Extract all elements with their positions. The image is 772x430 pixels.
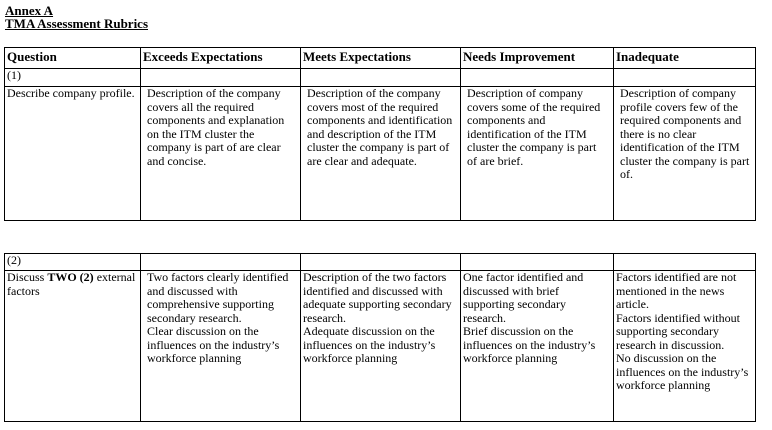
question-text-prefix: Discuss — [7, 270, 48, 284]
rubric-table-2 — [4, 253, 756, 422]
question-text-emphasis: TWO (2) — [47, 270, 94, 284]
inadequate-description: Description of company profile covers few of the required components and there is no clear identification of the ITM cluster the company is part of. — [614, 87, 756, 221]
page-title: TMA Assessment Rubrics — [5, 16, 149, 31]
exceeds-description: Description of the company covers all the required components and explanation on the ITM cluster the company is part of are clear and concise. — [141, 87, 301, 221]
meets-discussion-text: Adequate discussion on the influences on the industry’s workforce planning — [303, 324, 436, 365]
criterion-question — [5, 271, 141, 422]
header-row — [5, 48, 756, 69]
empty-cell — [614, 69, 756, 87]
empty-cell — [461, 254, 614, 271]
empty-cell — [301, 69, 461, 87]
meets-description: Description of the company covers most of the required components and identification and description of the ITM cluster the company is part of are clear and adequate. — [301, 87, 461, 221]
column-header-question: Question — [5, 48, 141, 69]
criterion-number: (2) — [5, 254, 141, 271]
meets-research-text: Description of the two factors identified and discussed with adequate supporting secondary research. — [303, 270, 452, 325]
exceeds-discussion-text: Clear discussion on the influences on the industry’s workforce planning — [147, 324, 280, 365]
criterion-number-row — [5, 69, 756, 87]
rubric-table-1 — [4, 47, 756, 221]
exceeds-description — [141, 271, 301, 422]
inadequate-research-text: Factors identified without supporting secondary research in discussion. — [616, 310, 740, 352]
criterion-number-row — [5, 254, 756, 271]
question-text-suffix: external factors — [7, 270, 136, 298]
empty-cell — [141, 254, 301, 271]
empty-cell — [461, 69, 614, 87]
column-header-meets: Meets Expectations — [301, 48, 461, 69]
column-header-exceeds: Exceeds Expectations — [141, 48, 301, 69]
meets-description — [301, 271, 461, 422]
criterion-number: (1) — [5, 69, 141, 87]
needs-description: Description of company covers some of the required components and identification of the ITM cluster the company is part of are brief. — [461, 87, 614, 221]
column-header-needs: Needs Improvement — [461, 48, 614, 69]
inadequate-discussion-text: No discussion on the influences on the industry’s workforce planning — [616, 351, 749, 392]
needs-discussion-text: Brief discussion on the influences on the industry’s workforce planning — [463, 324, 596, 365]
criterion-row — [5, 271, 756, 422]
column-header-inadequate: Inadequate — [614, 48, 756, 69]
criterion-row — [5, 87, 756, 221]
exceeds-research-text: Two factors clearly identified and discussed with comprehensive supporting secondary research. — [147, 270, 289, 325]
empty-cell — [301, 254, 461, 271]
annex-label: Annex A — [5, 3, 54, 18]
needs-description — [461, 271, 614, 422]
empty-cell — [614, 254, 756, 271]
inadequate-description — [614, 271, 756, 422]
empty-cell — [141, 69, 301, 87]
inadequate-news-text: Factors identified are not mentioned in the news article. — [616, 270, 737, 311]
needs-research-text: One factor identified and discussed with brief supporting secondary research. — [463, 270, 584, 325]
criterion-question: Describe company profile. — [5, 87, 141, 221]
